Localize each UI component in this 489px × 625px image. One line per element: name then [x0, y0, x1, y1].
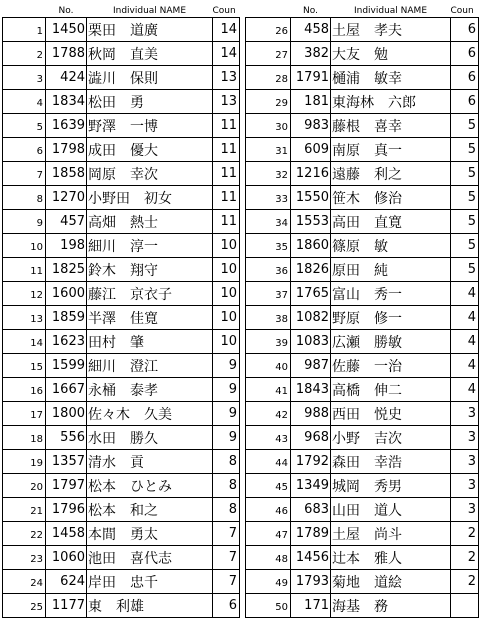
- row-index: 47: [246, 522, 291, 546]
- count-value: 14: [213, 18, 240, 42]
- entry-number: 1843: [291, 378, 331, 402]
- individual-name: 城岡 秀男: [331, 474, 451, 498]
- header-no: No.: [303, 6, 318, 16]
- individual-name: 佐々木 久美: [87, 402, 213, 426]
- entry-number: 1450: [46, 18, 87, 42]
- count-value: 4: [451, 282, 479, 306]
- entry-number: 988: [291, 402, 331, 426]
- row-index: 5: [3, 114, 46, 138]
- individual-name: 松田 勇: [87, 90, 213, 114]
- row-index: 35: [246, 234, 291, 258]
- individual-name: 高橋 伸二: [331, 378, 451, 402]
- count-value: 6: [451, 66, 479, 90]
- row-index: 20: [3, 474, 46, 498]
- header-row: [246, 6, 479, 18]
- ranking-table-left: [2, 6, 240, 618]
- table-row: [3, 594, 240, 618]
- entry-number: 1083: [291, 330, 331, 354]
- count-value: 8: [213, 450, 240, 474]
- count-value: 10: [213, 306, 240, 330]
- header-name: Individual NAME: [112, 6, 187, 16]
- row-index: 42: [246, 402, 291, 426]
- row-index: 40: [246, 354, 291, 378]
- entry-number: 683: [291, 498, 331, 522]
- table-row: [246, 66, 479, 90]
- count-value: 8: [213, 474, 240, 498]
- table-row: [246, 426, 479, 450]
- individual-name: 土屋 尚斗: [331, 522, 451, 546]
- count-value: 3: [451, 426, 479, 450]
- table-row: [246, 114, 479, 138]
- table-row: [246, 522, 479, 546]
- individual-name: 菊地 道絵: [331, 570, 451, 594]
- individual-name: 高田 直寛: [331, 210, 451, 234]
- entry-number: 1553: [291, 210, 331, 234]
- table-row: [246, 306, 479, 330]
- row-index: 13: [3, 306, 46, 330]
- entry-number: 1789: [291, 522, 331, 546]
- row-index: 14: [3, 330, 46, 354]
- individual-name: 野澤 一博: [87, 114, 213, 138]
- table-row: [246, 138, 479, 162]
- table-row: [3, 90, 240, 114]
- individual-name: 高畑 熱士: [87, 210, 213, 234]
- individual-name: 岡原 幸次: [87, 162, 213, 186]
- individual-name: 南原 真一: [331, 138, 451, 162]
- table-row: [246, 42, 479, 66]
- individual-name: 佐藤 一治: [331, 354, 451, 378]
- entry-number: 1216: [291, 162, 331, 186]
- count-value: 5: [451, 114, 479, 138]
- count-value: 8: [213, 498, 240, 522]
- entry-number: 1791: [291, 66, 331, 90]
- entry-number: 624: [46, 570, 87, 594]
- table-row: [246, 234, 479, 258]
- table-row: [3, 402, 240, 426]
- row-index: 8: [3, 186, 46, 210]
- header-index: [246, 6, 291, 18]
- row-index: 34: [246, 210, 291, 234]
- count-value: 4: [451, 378, 479, 402]
- entry-number: 1456: [291, 546, 331, 570]
- row-index: 50: [246, 594, 291, 618]
- individual-name: 広瀬 勝敏: [331, 330, 451, 354]
- entry-number: 1859: [46, 306, 87, 330]
- count-value: 5: [451, 210, 479, 234]
- count-value: 10: [213, 282, 240, 306]
- row-index: 38: [246, 306, 291, 330]
- row-index: 39: [246, 330, 291, 354]
- row-index: 46: [246, 498, 291, 522]
- individual-name: 藤江 京衣子: [87, 282, 213, 306]
- individual-name: 細川 澄江: [87, 354, 213, 378]
- table-row: [3, 42, 240, 66]
- individual-name: 海基 務: [331, 594, 451, 618]
- entry-number: 1458: [46, 522, 87, 546]
- individual-name: 笹木 修治: [331, 186, 451, 210]
- count-value: 2: [451, 546, 479, 570]
- table-row: [3, 186, 240, 210]
- table-row: [246, 378, 479, 402]
- individual-name: 篠原 敏: [331, 234, 451, 258]
- individual-name: 富山 秀一: [331, 282, 451, 306]
- count-value: 9: [213, 426, 240, 450]
- row-index: 31: [246, 138, 291, 162]
- count-value: 7: [213, 570, 240, 594]
- row-index: 9: [3, 210, 46, 234]
- row-index: 21: [3, 498, 46, 522]
- row-index: 28: [246, 66, 291, 90]
- row-index: 43: [246, 426, 291, 450]
- header-count: Coun: [450, 6, 474, 16]
- table-row: [246, 330, 479, 354]
- row-index: 19: [3, 450, 46, 474]
- individual-name: 清水 貢: [87, 450, 213, 474]
- entry-number: 458: [291, 18, 331, 42]
- individual-name: 本間 勇太: [87, 522, 213, 546]
- entry-number: 1082: [291, 306, 331, 330]
- table-row: [246, 258, 479, 282]
- table-row: [246, 186, 479, 210]
- entry-number: 1800: [46, 402, 87, 426]
- individual-name: 辻本 雅人: [331, 546, 451, 570]
- row-index: 11: [3, 258, 46, 282]
- individual-name: 松本 和之: [87, 498, 213, 522]
- row-index: 36: [246, 258, 291, 282]
- count-value: 9: [213, 354, 240, 378]
- table-row: [3, 570, 240, 594]
- table-row: [3, 306, 240, 330]
- individual-name: 鈴木 翔守: [87, 258, 213, 282]
- individual-name: 田村 肇: [87, 330, 213, 354]
- individual-name: 澁川 保則: [87, 66, 213, 90]
- row-index: 27: [246, 42, 291, 66]
- table-row: [3, 114, 240, 138]
- individual-name: 原田 純: [331, 258, 451, 282]
- entry-number: 1349: [291, 474, 331, 498]
- table-row: [3, 474, 240, 498]
- row-index: 18: [3, 426, 46, 450]
- count-value: 2: [451, 570, 479, 594]
- table-row: [3, 210, 240, 234]
- row-index: 37: [246, 282, 291, 306]
- table-row: [3, 426, 240, 450]
- table-row: [246, 570, 479, 594]
- count-value: 3: [451, 498, 479, 522]
- row-index: 6: [3, 138, 46, 162]
- count-value: 6: [451, 42, 479, 66]
- row-index: 3: [3, 66, 46, 90]
- entry-number: 987: [291, 354, 331, 378]
- entry-number: 1667: [46, 378, 87, 402]
- table-row: [3, 330, 240, 354]
- row-index: 4: [3, 90, 46, 114]
- table-row: [3, 450, 240, 474]
- count-value: 14: [213, 42, 240, 66]
- count-value: 10: [213, 258, 240, 282]
- individual-name: 野原 修一: [331, 306, 451, 330]
- row-index: 41: [246, 378, 291, 402]
- count-value: 10: [213, 234, 240, 258]
- count-value: 6: [451, 90, 479, 114]
- table-row: [3, 282, 240, 306]
- individual-name: 藤根 喜幸: [331, 114, 451, 138]
- entry-number: 1060: [46, 546, 87, 570]
- count-value: [451, 594, 479, 618]
- header-index: [3, 6, 46, 18]
- entry-number: 556: [46, 426, 87, 450]
- individual-name: 松本 ひとみ: [87, 474, 213, 498]
- table-row: [3, 354, 240, 378]
- individual-name: 西田 悦史: [331, 402, 451, 426]
- row-index: 49: [246, 570, 291, 594]
- row-index: 25: [3, 594, 46, 618]
- header-count: Coun: [212, 6, 236, 16]
- table-row: [3, 234, 240, 258]
- count-value: 5: [451, 138, 479, 162]
- count-value: 11: [213, 114, 240, 138]
- individual-name: 永桶 泰孝: [87, 378, 213, 402]
- individual-name: 栗田 道廣: [87, 18, 213, 42]
- count-value: 10: [213, 330, 240, 354]
- entry-number: 1357: [46, 450, 87, 474]
- row-index: 17: [3, 402, 46, 426]
- count-value: 7: [213, 546, 240, 570]
- header-name: Individual NAME: [353, 6, 428, 16]
- table-row: [3, 378, 240, 402]
- row-index: 24: [3, 570, 46, 594]
- entry-number: 1796: [46, 498, 87, 522]
- table-row: [246, 450, 479, 474]
- table-row: [3, 66, 240, 90]
- count-value: 9: [213, 378, 240, 402]
- entry-number: 1550: [291, 186, 331, 210]
- table-row: [3, 162, 240, 186]
- table-row: [246, 546, 479, 570]
- count-value: 9: [213, 402, 240, 426]
- entry-number: 1798: [46, 138, 87, 162]
- table-row: [3, 498, 240, 522]
- row-index: 45: [246, 474, 291, 498]
- row-index: 44: [246, 450, 291, 474]
- table-row: [246, 354, 479, 378]
- entry-number: 382: [291, 42, 331, 66]
- row-index: 33: [246, 186, 291, 210]
- count-value: 5: [451, 258, 479, 282]
- individual-name: 岸田 忠千: [87, 570, 213, 594]
- individual-name: 水田 勝久: [87, 426, 213, 450]
- individual-name: 秋岡 直美: [87, 42, 213, 66]
- entry-number: 1825: [46, 258, 87, 282]
- entry-number: 1599: [46, 354, 87, 378]
- count-value: 5: [451, 186, 479, 210]
- count-value: 5: [451, 234, 479, 258]
- individual-name: 成田 優大: [87, 138, 213, 162]
- header-no: No.: [58, 6, 74, 16]
- row-index: 7: [3, 162, 46, 186]
- count-value: 4: [451, 330, 479, 354]
- count-value: 11: [213, 210, 240, 234]
- count-value: 11: [213, 162, 240, 186]
- row-index: 15: [3, 354, 46, 378]
- table-row: [3, 18, 240, 42]
- entry-number: 609: [291, 138, 331, 162]
- count-value: 6: [213, 594, 240, 618]
- table-row: [246, 90, 479, 114]
- individual-name: 小野 吉次: [331, 426, 451, 450]
- row-index: 26: [246, 18, 291, 42]
- row-index: 22: [3, 522, 46, 546]
- individual-name: 池田 喜代志: [87, 546, 213, 570]
- row-index: 32: [246, 162, 291, 186]
- entry-number: 1765: [291, 282, 331, 306]
- table-row: [3, 138, 240, 162]
- entry-number: 181: [291, 90, 331, 114]
- count-value: 13: [213, 90, 240, 114]
- header-row: [3, 6, 240, 18]
- table-row: [246, 18, 479, 42]
- entry-number: 457: [46, 210, 87, 234]
- individual-name: 小野田 初女: [87, 186, 213, 210]
- row-index: 30: [246, 114, 291, 138]
- table-row: [3, 522, 240, 546]
- entry-number: 1860: [291, 234, 331, 258]
- individual-name: 東 利雄: [87, 594, 213, 618]
- table-row: [246, 474, 479, 498]
- entry-number: 968: [291, 426, 331, 450]
- table-row: [3, 546, 240, 570]
- row-index: 29: [246, 90, 291, 114]
- entry-number: 1858: [46, 162, 87, 186]
- entry-number: 1826: [291, 258, 331, 282]
- individual-name: 山田 道人: [331, 498, 451, 522]
- entry-number: 171: [291, 594, 331, 618]
- table-row: [246, 594, 479, 618]
- count-value: 11: [213, 138, 240, 162]
- individual-name: 森田 幸浩: [331, 450, 451, 474]
- table-row: [3, 258, 240, 282]
- individual-name: 遠藤 利之: [331, 162, 451, 186]
- entry-number: 983: [291, 114, 331, 138]
- count-value: 3: [451, 450, 479, 474]
- entry-number: 1270: [46, 186, 87, 210]
- entry-number: 1623: [46, 330, 87, 354]
- row-index: 48: [246, 546, 291, 570]
- count-value: 5: [451, 162, 479, 186]
- table-row: [246, 282, 479, 306]
- individual-name: 土屋 孝夫: [331, 18, 451, 42]
- entry-number: 424: [46, 66, 87, 90]
- count-value: 3: [451, 474, 479, 498]
- ranking-table-right: [245, 6, 479, 618]
- row-index: 23: [3, 546, 46, 570]
- entry-number: 1639: [46, 114, 87, 138]
- entry-number: 198: [46, 234, 87, 258]
- individual-name: 細川 淳一: [87, 234, 213, 258]
- row-index: 12: [3, 282, 46, 306]
- individual-name: 大友 勉: [331, 42, 451, 66]
- table-row: [246, 162, 479, 186]
- count-value: 3: [451, 402, 479, 426]
- count-value: 4: [451, 354, 479, 378]
- row-index: 2: [3, 42, 46, 66]
- individual-name: 樋浦 敏幸: [331, 66, 451, 90]
- entry-number: 1792: [291, 450, 331, 474]
- table-row: [246, 402, 479, 426]
- count-value: 13: [213, 66, 240, 90]
- entry-number: 1788: [46, 42, 87, 66]
- count-value: 2: [451, 522, 479, 546]
- row-index: 16: [3, 378, 46, 402]
- count-value: 11: [213, 186, 240, 210]
- count-value: 7: [213, 522, 240, 546]
- entry-number: 1600: [46, 282, 87, 306]
- individual-name: 半澤 佳寛: [87, 306, 213, 330]
- row-index: 10: [3, 234, 46, 258]
- count-value: 4: [451, 306, 479, 330]
- entry-number: 1177: [46, 594, 87, 618]
- table-row: [246, 210, 479, 234]
- individual-name: 東海林 六郎: [331, 90, 451, 114]
- table-row: [246, 498, 479, 522]
- entry-number: 1793: [291, 570, 331, 594]
- entry-number: 1834: [46, 90, 87, 114]
- count-value: 6: [451, 18, 479, 42]
- entry-number: 1797: [46, 474, 87, 498]
- row-index: 1: [3, 18, 46, 42]
